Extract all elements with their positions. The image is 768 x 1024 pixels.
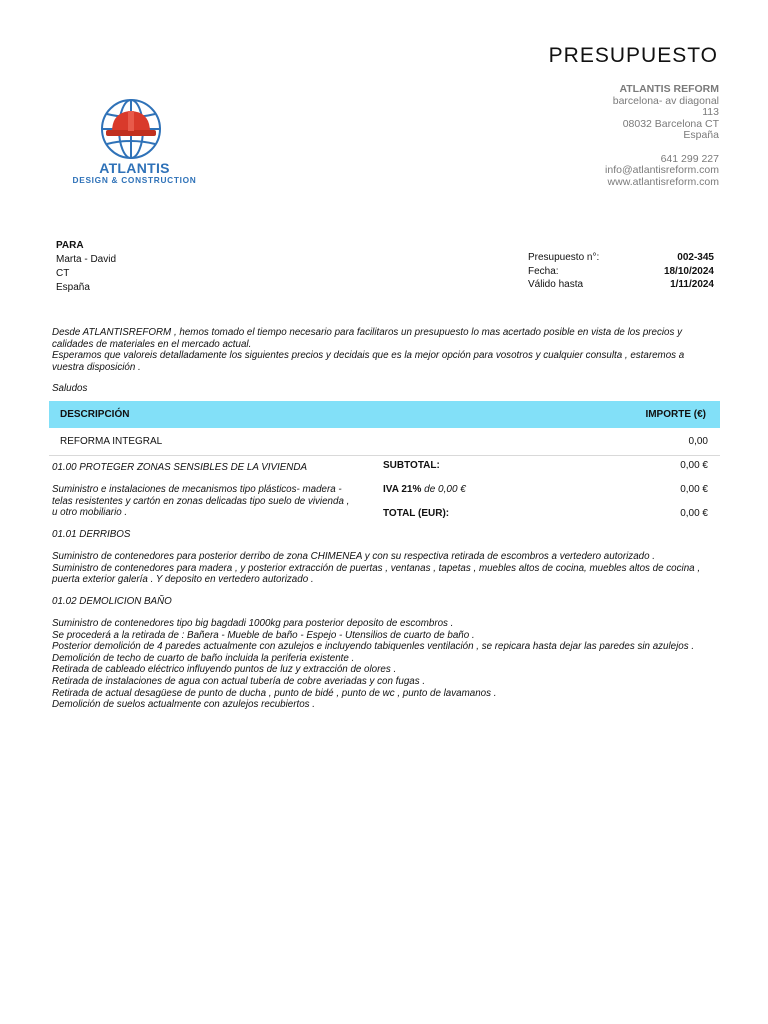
greeting: Saludos	[52, 383, 88, 394]
iva-label-group	[383, 484, 466, 508]
section-line: Se procederá a la retirada de : Bañera - Mueble de baño - Espejo - Utensilios de cuarto de baño .	[52, 629, 475, 641]
total-row	[383, 508, 708, 519]
company-email: info@atlantisreform.com	[605, 164, 719, 176]
client-region: CT	[56, 268, 70, 279]
intro-paragraph-2: Esperamos que valoreis detalladamente los siguientes precios y decidais que es la mejor opción para vosotros y cualquier consulta , estaremos a vuestra disposición .	[52, 350, 685, 373]
quote-date: 18/10/2024	[663, 265, 714, 277]
company-info	[605, 84, 719, 188]
subtotal-row	[383, 460, 708, 484]
intro-paragraph-1: Desde ATLANTISREFORM , hemos tomado el tiempo necesario para facilitaros un presupuesto lo mas acertado posible en vista de los precios y calidades de materiales en el mercado actual.	[52, 327, 683, 350]
subtotal-label: SUBTOTAL:	[383, 460, 440, 471]
company-web: www.atlantisreform.com	[607, 175, 719, 188]
quote-number-row	[528, 252, 714, 266]
company-address-line3: 08032 Barcelona CT	[622, 117, 719, 130]
section-line: Posterior demolición de 4 paredes actualmente con azulejos e incluyendo tabiquenles ventilación , se repicara hasta dejar las paredes sin azulejos .	[52, 641, 695, 653]
section-line: Demolición de suelos actualmente con azulejos recubiertos .	[52, 699, 316, 711]
section-line: Retirada de cableado eléctrico influyendo puntos de luz y extracción de olores .	[52, 664, 397, 676]
logo-text-name: ATLANTIS	[99, 160, 170, 176]
iva-row	[383, 484, 708, 508]
client-block	[56, 239, 116, 295]
row-amount: 0,00	[688, 436, 708, 447]
header-amount: IMPORTE (€)	[645, 409, 706, 420]
totals-block	[383, 460, 708, 519]
iva-value: 0,00 €	[680, 484, 708, 495]
company-address-line2: 113	[702, 106, 719, 118]
logo-text-tagline: DESIGN & CONSTRUCTION	[72, 175, 197, 185]
section-body	[52, 618, 717, 711]
client-label: PARA	[56, 240, 84, 251]
company-address-line1: barcelona- av diagonal	[612, 94, 719, 107]
section-line: Suministro de contenedores tipo big bagdadi 1000kg para posterior deposito de escombros .	[52, 618, 454, 629]
iva-label: IVA 21%	[383, 484, 422, 495]
total-value: 0,00 €	[680, 508, 708, 519]
client-name: Marta - David	[56, 254, 117, 265]
quote-meta	[528, 252, 714, 293]
section-line: Suministro e instalaciones de mecanismos tipo plásticos- madera - telas resistentes y cartón en zonas delicadas tipo suelo de vivienda , u otro mobiliario .	[52, 484, 350, 519]
quote-date-row	[528, 266, 714, 280]
section-line: Suministro de contenedores para posterior derribo de zona CHIMENEA y con su respectiva retirada de escombros a vertedero autorizado .	[52, 551, 655, 562]
company-country: España	[683, 129, 719, 141]
total-label: TOTAL (EUR):	[383, 508, 450, 519]
client-country: España	[56, 282, 90, 293]
section-body	[52, 484, 352, 519]
quote-valid: 1/11/2024	[670, 279, 714, 290]
table-row	[49, 428, 720, 456]
section-title: 01.01 DERRIBOS	[52, 529, 131, 540]
section-line: Retirada de instalaciones de agua con actual tubería de cobre averiadas y con fugas .	[52, 675, 426, 687]
quote-valid-label: Válido hasta	[528, 279, 584, 290]
iva-base: de 0,00 €	[424, 484, 466, 495]
section-line: Demolición de techo de cuarto de baño incluida la periferia existente .	[52, 652, 355, 664]
row-description: REFORMA INTEGRAL	[60, 436, 163, 447]
table-header	[49, 401, 720, 428]
section-title: 01.02 DEMOLICION BAÑO	[52, 596, 172, 607]
quote-number: 002-345	[677, 252, 714, 263]
quote-number-label: Presupuesto n°:	[528, 252, 600, 263]
section-title: 01.00 PROTEGER ZONAS SENSIBLES DE LA VIVIENDA	[52, 462, 307, 473]
subtotal-value: 0,00 €	[680, 460, 708, 471]
quote-valid-row	[528, 279, 714, 293]
section-body	[52, 551, 717, 586]
quote-date-label: Fecha:	[528, 265, 559, 277]
intro-text	[52, 327, 718, 373]
section-line: Retirada de actual desagüese de punto de ducha , punto de bidé , punto de wc , punto de lavamanos .	[52, 687, 497, 699]
company-name: ATLANTIS REFORM	[619, 83, 719, 95]
company-phone: 641 299 227	[660, 152, 719, 165]
header-description: DESCRIPCIÓN	[60, 409, 130, 420]
section-line: Suministro de contenedores para madera , y posterior extracción de puertas , ventanas , tapetas , muebles altos de cocina, muebles altos de cocina , puerta exterior galería . Y deposito en vertedero autorizado .	[52, 562, 701, 586]
document-title: PRESUPUESTO	[548, 44, 718, 67]
